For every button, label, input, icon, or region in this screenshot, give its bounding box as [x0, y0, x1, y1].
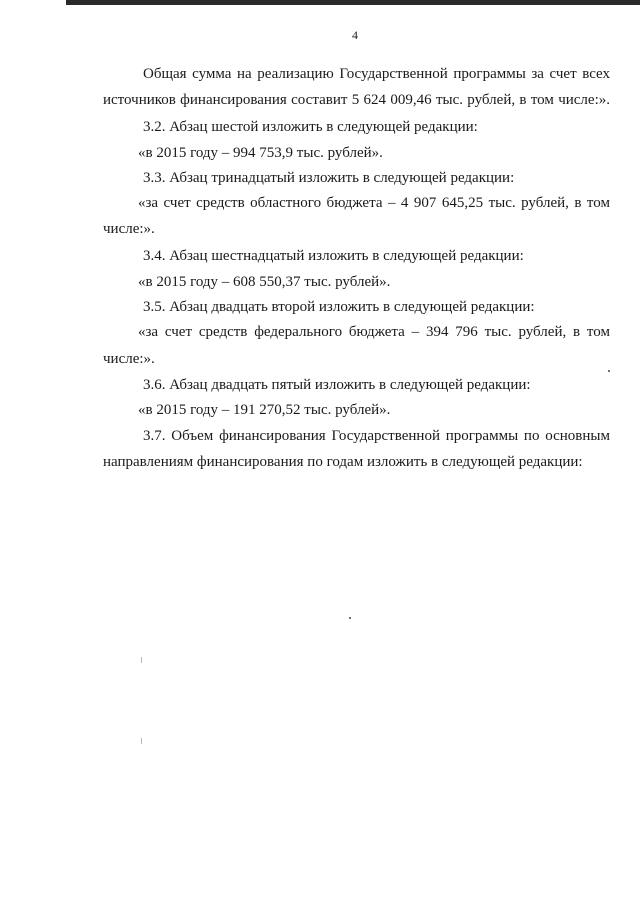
paragraph-3-3-value-line-2: числе:».: [103, 221, 155, 237]
scan-mark: [141, 738, 142, 744]
paragraph-3-7-line-2: направлениям финансирования по годам изложить в следующей редакции:: [103, 454, 583, 470]
paragraph-3-6-value: «в 2015 году – 191 270,52 тыс. рублей».: [138, 402, 391, 418]
paragraph-3-2-value: «в 2015 году – 994 753,9 тыс. рублей».: [138, 145, 383, 161]
paragraph-3-5-value-line-2: числе:».: [103, 351, 155, 367]
scan-top-border: [66, 0, 640, 5]
paragraph-3-6: 3.6. Абзац двадцать пятый изложить в следующей редакции:: [143, 377, 531, 393]
paragraph-3-2: 3.2. Абзац шестой изложить в следующей редакции:: [143, 119, 478, 135]
paragraph-3-3: 3.3. Абзац тринадцатый изложить в следующей редакции:: [143, 170, 515, 186]
scan-speck: [608, 370, 610, 372]
paragraph-3-4: 3.4. Абзац шестнадцатый изложить в следующей редакции:: [143, 248, 524, 264]
paragraph-3-7-line-1: 3.7. Объем финансирования Государственной программы по основным: [143, 428, 610, 444]
paragraph-3-4-value: «в 2015 году – 608 550,37 тыс. рублей».: [138, 274, 391, 290]
scan-mark: [141, 657, 142, 663]
paragraph-3-5: 3.5. Абзац двадцать второй изложить в следующей редакции:: [143, 299, 535, 315]
paragraph-1-line-1: Общая сумма на реализацию Государственной программы за счет всех: [143, 66, 610, 82]
scan-speck: [349, 617, 351, 619]
paragraph-3-5-value-line-1: «за счет средств федерального бюджета – 394 796 тыс. рублей, в том: [138, 324, 610, 340]
page-number: 4: [352, 28, 358, 42]
paragraph-3-3-value-line-1: [138, 193, 610, 213]
paragraph-1-line-2: источников финансирования составит 5 624 009,46 тыс. рублей, в том числе:».: [103, 92, 610, 108]
paragraph-3-3-value-text: «за счет средств областного бюджета – 4 907 645,25 тыс. рублей, в том: [138, 195, 610, 211]
